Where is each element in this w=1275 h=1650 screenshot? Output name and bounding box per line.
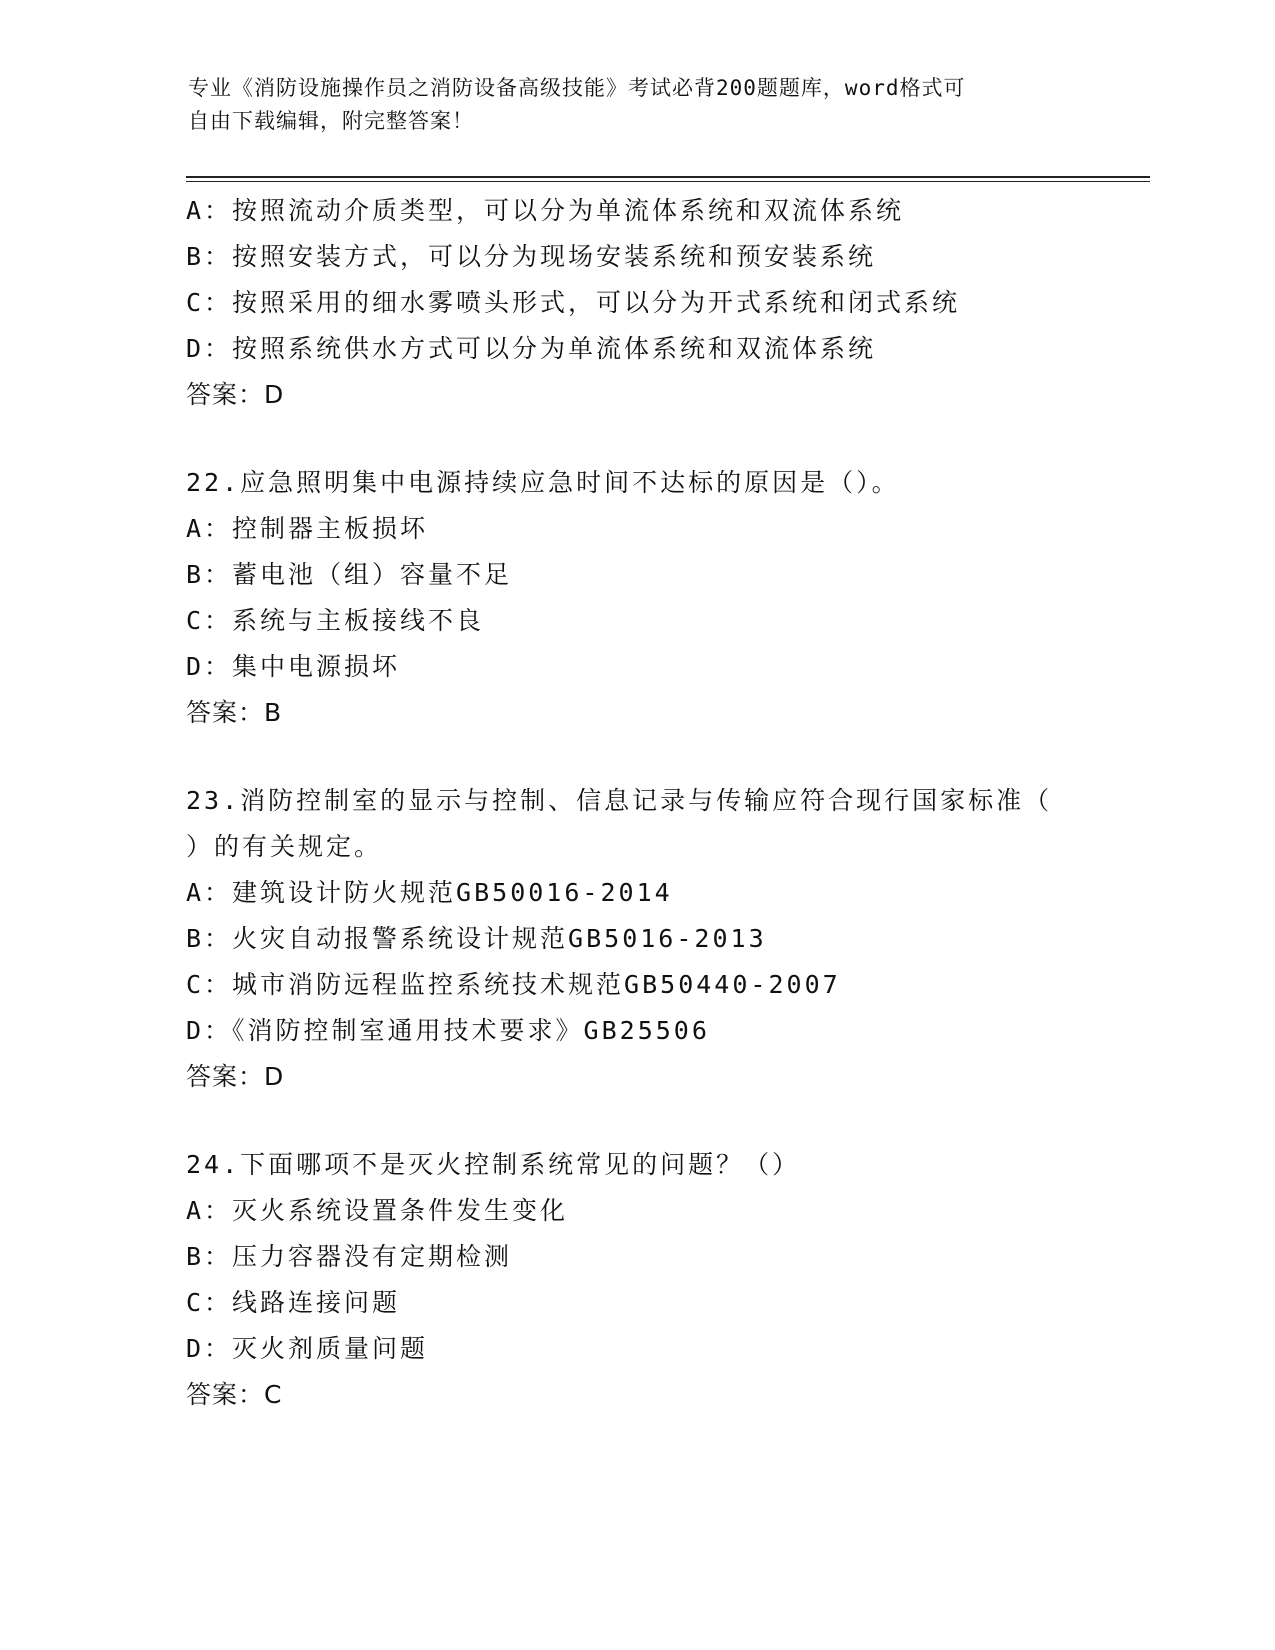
option-b: B：压力容器没有定期检测: [186, 1242, 513, 1271]
question-text-line-2: ）的有关规定。: [186, 832, 383, 861]
option-d: D：集中电源损坏: [186, 652, 401, 681]
header-line-1: 专业《消防设施操作员之消防设备高级技能》考试必背200题题库，word格式可: [188, 76, 966, 100]
answer: 答案：C: [186, 1380, 283, 1409]
answer: 答案：B: [186, 698, 283, 727]
header-line-2: 自由下载编辑，附完整答案！: [188, 109, 474, 133]
option-c: C：线路连接问题: [186, 1288, 401, 1317]
option-b: B：按照安装方式，可以分为现场安装系统和预安装系统: [186, 242, 877, 271]
answer: 答案：D: [186, 380, 285, 409]
option-a: A：按照流动介质类型，可以分为单流体系统和双流体系统: [186, 196, 905, 225]
option-b: B：火灾自动报警系统设计规范GB5016-2013: [186, 924, 767, 953]
option-a: A：建筑设计防火规范GB50016-2014: [186, 878, 673, 907]
option-d: D：《消防控制室通用技术要求》GB25506: [186, 1016, 710, 1045]
option-c: C：系统与主板接线不良: [186, 606, 485, 635]
option-d: D：按照系统供水方式可以分为单流体系统和双流体系统: [186, 334, 877, 363]
question-21: [186, 188, 1086, 418]
header-divider: [186, 176, 1150, 178]
answer: 答案：D: [186, 1062, 285, 1091]
question-text: 24.下面哪项不是灭火控制系统常见的问题？（）: [186, 1150, 801, 1179]
header-divider-thin: [186, 181, 1150, 182]
question-22: [186, 460, 1086, 736]
option-d: D：灭火剂质量问题: [186, 1334, 429, 1363]
question-text-line-1: 23.消防控制室的显示与控制、信息记录与传输应符合现行国家标准（: [186, 786, 1053, 815]
question-text: 22.应急照明集中电源持续应急时间不达标的原因是（）。: [186, 468, 900, 497]
option-c: C：城市消防远程监控系统技术规范GB50440-2007: [186, 970, 841, 999]
question-list: [186, 188, 1086, 1418]
question-24: [186, 1142, 1086, 1418]
option-a: A：控制器主板损坏: [186, 514, 429, 543]
option-a: A：灭火系统设置条件发生变化: [186, 1196, 569, 1225]
document-header: [188, 72, 1088, 138]
question-23: [186, 778, 1086, 1100]
option-b: B：蓄电池（组）容量不足: [186, 560, 513, 589]
option-c: C：按照采用的细水雾喷头形式，可以分为开式系统和闭式系统: [186, 288, 961, 317]
